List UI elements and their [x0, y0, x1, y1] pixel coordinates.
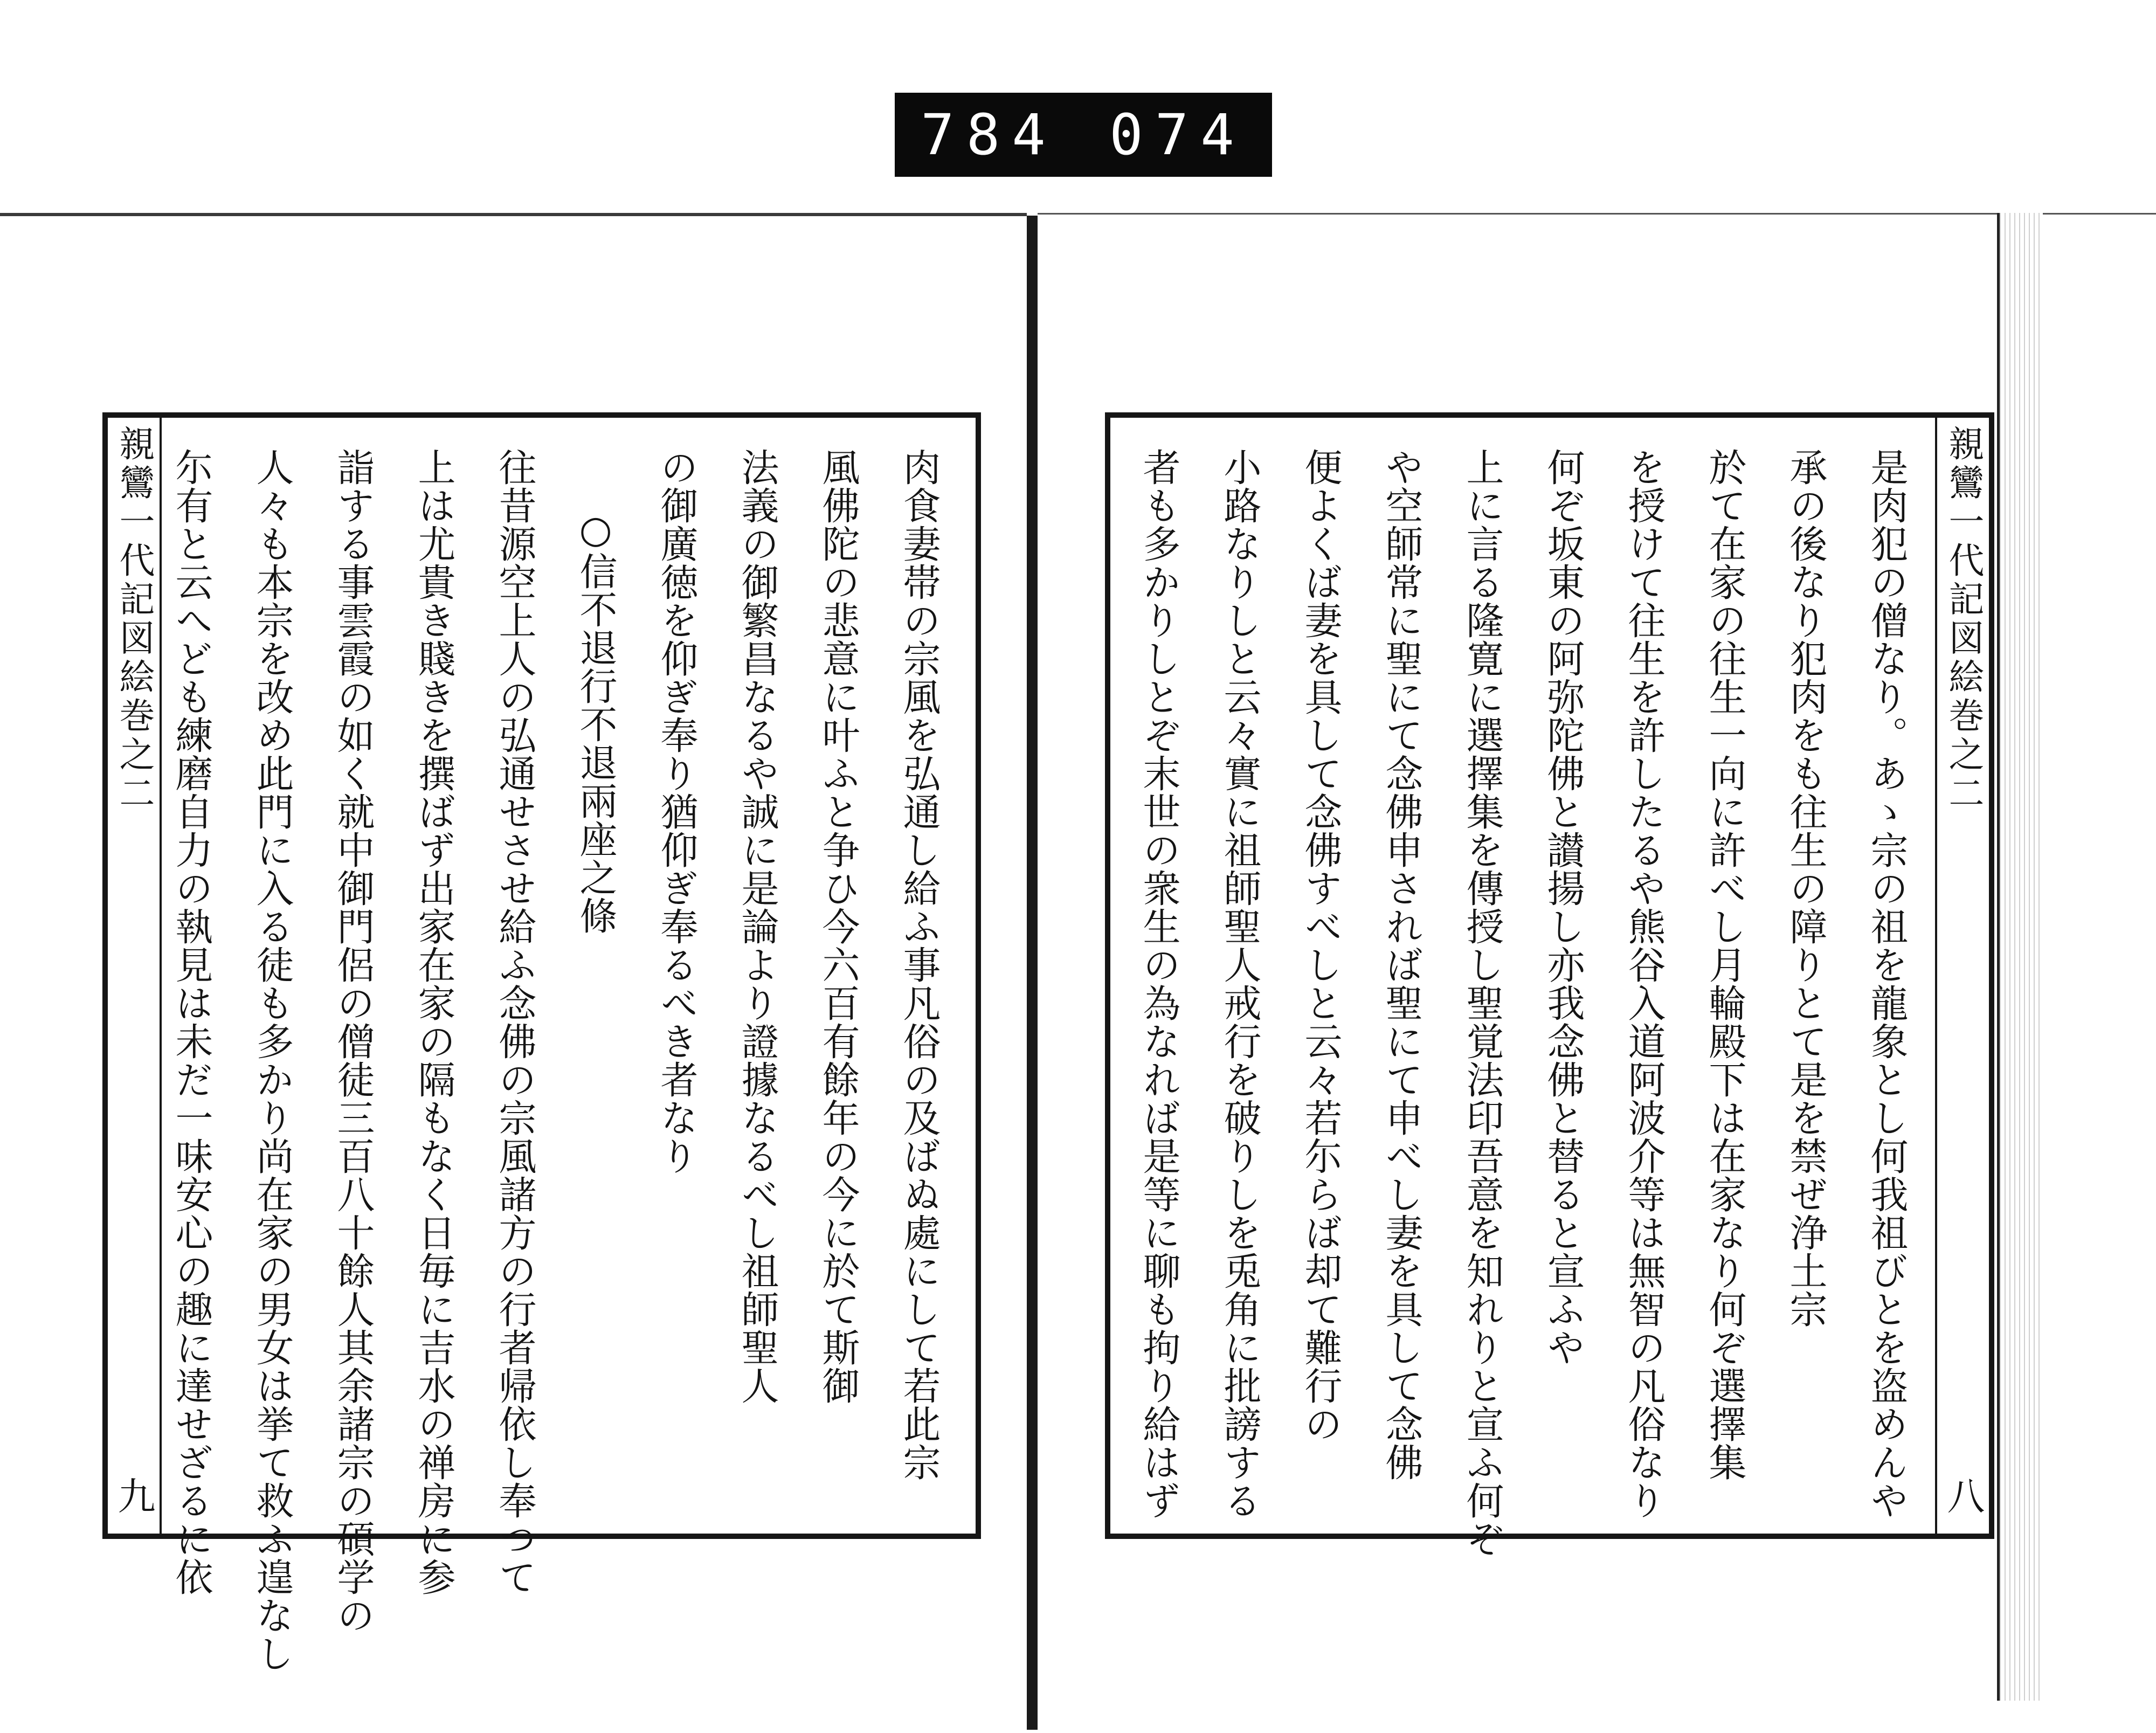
left-page-folio: 九 — [112, 1476, 156, 1514]
left-page-frame — [102, 412, 981, 1673]
text-line: 承の後なり犯肉をも往生の障りとて是を禁ぜ浄土宗 — [1784, 448, 1828, 1328]
text-line: 便よくば妻を具して念佛すべしと云々若尓らば却て難行の — [1298, 448, 1343, 1443]
text-line: 上は尤貴き賤きを撰ばず出家在家の隔もなく日毎に吉水の禅房に参 — [412, 448, 456, 1596]
right-page-header: 親鸞一代記図絵巻之二 — [1943, 425, 1984, 813]
left-page-body — [169, 448, 959, 1673]
section-heading: ○信不退行不退兩座之條 — [573, 507, 618, 935]
book-gutter — [1027, 216, 1038, 1730]
right-page-margin — [1935, 418, 1989, 1534]
text-line: 尓有と云へども練磨自力の執見は未だ一味安心の趣に達せざるに依 — [169, 448, 213, 1596]
text-line: 小路なりしと云々實に祖師聖人戒行を破りしを兎角に批謗する — [1218, 448, 1262, 1520]
text-line: の御廣徳を仰ぎ奉り猶仰ぎ奉るべき者なり — [654, 448, 699, 1175]
text-line: 法義の御繁昌なるや誠に是論より證據なるべし祖師聖人 — [735, 448, 779, 1405]
right-page-frame — [1105, 412, 1994, 1558]
text-line: 往昔源空上人の弘通せさせ給ふ念佛の宗風諸方の行者帰依し奉つて — [493, 448, 537, 1596]
scan-id-label — [895, 93, 1272, 177]
text-line: や空師常に聖にて念佛申されば聖にて申べし妻を具して念佛 — [1379, 448, 1423, 1481]
text-line: 人々も本宗を改め此門に入る徒も多かり尚在家の男女は挙て救ふ遑なし — [250, 448, 294, 1673]
left-page-header: 親鸞一代記図絵巻之二 — [113, 425, 155, 813]
text-line: 是肉犯の僧なり。あゝ宗の祖を龍象とし何我祖びとを盗めんや — [1864, 448, 1909, 1520]
text-line: を授けて往生を許したるや熊谷入道阿波介等は無智の凡俗なり — [1622, 448, 1666, 1520]
text-line: 何ぞ坂東の阿弥陀佛と讃揚し亦我念佛と替ると宣ふや — [1541, 448, 1585, 1366]
text-line: 風佛陀の悲意に叶ふと争ひ今六百有餘年の今に於て斯御 — [816, 448, 860, 1405]
scan-id-right-number: 074 — [1109, 102, 1246, 168]
right-page-body — [1121, 448, 1927, 1558]
text-line: 於て在家の往生一向に許べし月輪殿下は在家なり何ぞ選擇集 — [1703, 448, 1747, 1481]
page-edges — [1997, 213, 2043, 1701]
text-line: 肉食妻帯の宗風を弘通し給ふ事凡俗の及ばぬ處にして若此宗 — [897, 448, 941, 1481]
text-line: 上に言る隆寛に選擇集を傳授し聖覚法印吾意を知れりと宣ふ何ぞ — [1460, 448, 1504, 1558]
right-page-folio: 八 — [1941, 1476, 1985, 1514]
text-line: 詣する事雲霞の如く就中御門侶の僧徒三百八十餘人其余諸宗の碩学の — [331, 448, 375, 1634]
text-line: 者も多かりしとぞ末世の衆生の為なれば是等に聊も拘り給はず — [1137, 448, 1181, 1520]
scan-id-left-number: 784 — [921, 102, 1058, 168]
